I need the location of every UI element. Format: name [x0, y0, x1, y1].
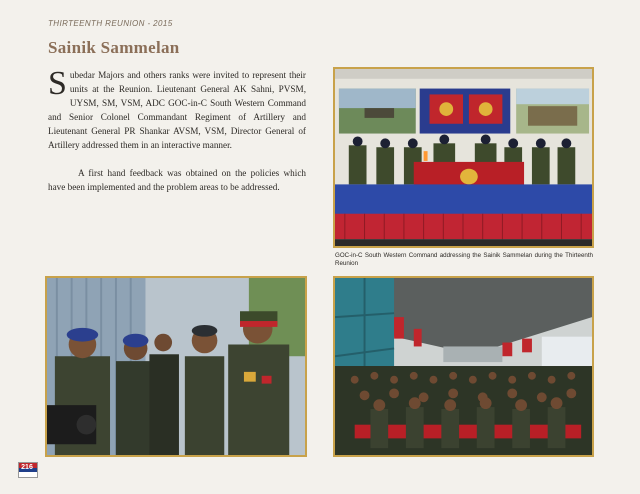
handshake-photo: [45, 276, 307, 457]
paragraph-1: [48, 65, 306, 152]
stage-photo: [333, 67, 594, 248]
article-body: [48, 65, 306, 208]
stage-photo-caption: GOC-in-C South Western Command addressing the Sainik Sammelan during the Thirteenth Reunion: [335, 252, 593, 267]
drop-cap: S: [48, 65, 67, 102]
page-title: Sainik Sammelan: [48, 38, 180, 57]
paragraph-1-text: ubedar Majors and others ranks were invited to represent their units at the Reunion. Lieutenant General AK Sahni, PVSM, UYSM, SM, VSM, ADC GOC-in-C South Western Command and Senior Colonel Commandant Regiment of Artillery and Lieutenant General PR Shankar AVSM, VSM, Director General of Artillery addressed them in an interactive manner.: [48, 70, 306, 150]
paragraph-2: A first hand feedback was obtained on the policies which have been implemented and the problem areas to be addressed.: [48, 168, 306, 192]
running-head: THIRTEENTH REUNION - 2015: [48, 19, 173, 28]
auditorium-photo: [333, 276, 594, 457]
page-number: 216: [21, 464, 33, 471]
